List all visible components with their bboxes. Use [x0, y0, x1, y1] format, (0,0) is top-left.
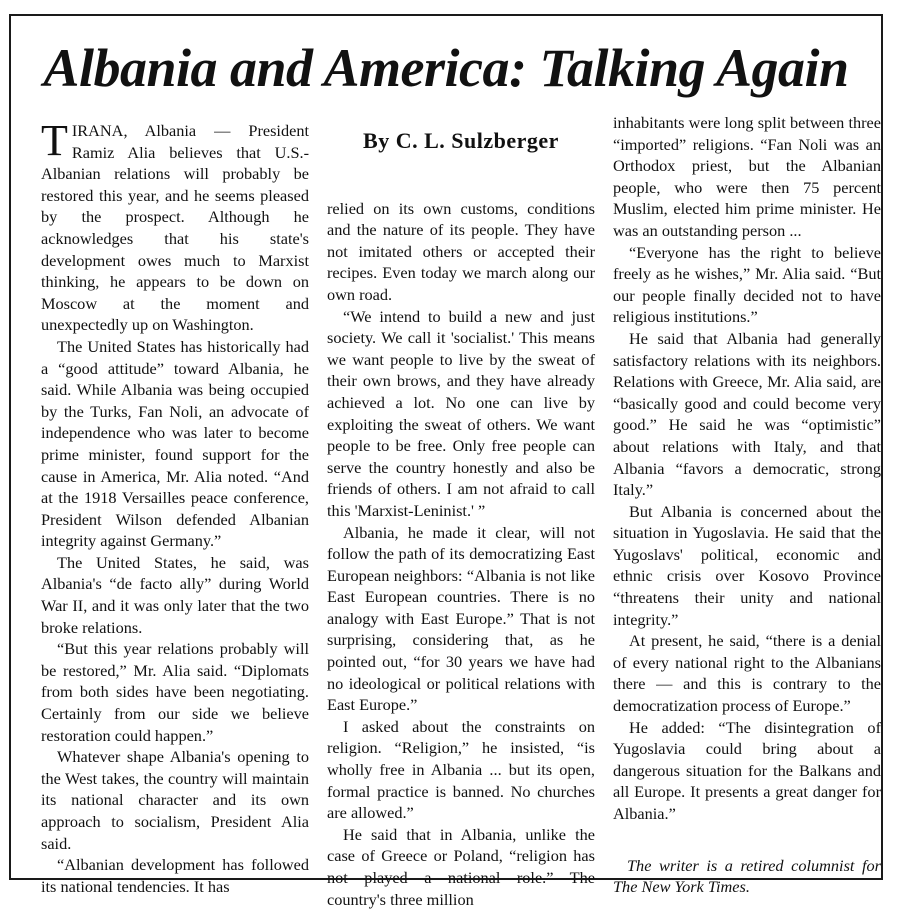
- paragraph: At present, he said, “there is a denial of every national right to the Albanians there — and this is contrary to the democratization process of Europe.”: [613, 631, 881, 716]
- article-frame: [9, 14, 883, 909]
- writer-signoff: The writer is a retired columnist for The New York Times.: [613, 855, 881, 897]
- paragraph: inhabitants were long split between three “imported” religions. “Fan Noli was an Orthodox priest, but the Albanian people, who were then 75 percent Muslim, elected him prime minister. He was an outstanding person ...: [613, 113, 881, 240]
- column-2: [327, 120, 595, 910]
- paragraph: Albania, he made it clear, will not follow the path of its democratizing East European neighbors: “Albania is not like East European countries. There is no analogy with East Europe.” That is not surprising, considering that, as he pointed out, “for 30 years we have had no ideological or political relations with East Europe.”: [327, 522, 595, 715]
- paragraph: The United States has historically had a “good attitude” toward Albania, he said. While Albania was being occupied by the Turks, Fan Noli, an advocate of independence who was later to become prime minister, found support for the cause in America, Mr. Alia noted. “And at the 1918 Versailles peace conference, President Wilson defended Albanian integrity against Germany.”: [41, 336, 309, 551]
- paragraph: He said that in Albania, unlike the case of Greece or Poland, “religion has not played a national role.” The country's three million: [327, 824, 595, 909]
- headline: Albania and America: Talking Again: [43, 38, 849, 98]
- paragraph: Whatever shape Albania's opening to the West takes, the country will maintain its national character and its own approach to socialism, President Alia said.: [41, 747, 309, 853]
- paragraph: He said that Albania had generally satisfactory relations with its neighbors. Relations with Greece, Mr. Alia said, are “basically good and could become very good.” He said he was “optimistic” about relations with Italy, and that Albania “favors a democratic, strong Italy.”: [613, 328, 881, 500]
- column-3: [613, 112, 881, 898]
- byline: By C. L. Sulzberger: [363, 128, 559, 153]
- paragraph: “We intend to build a new and just society. We call it 'socialist.' This means we want people to live by the sweat of their own brows, and they have already achieved a lot. No one can live by exploiting the sweat of others. We want people to be free. Only free people can serve the country honestly and also be friends of others. I am not afraid to call this 'Marxist-Leninist.' ”: [327, 306, 595, 520]
- paragraph: “Everyone has the right to believe freely as he wishes,” Mr. Alia said. “But our people finally decided not to have religious institutions.”: [613, 242, 881, 327]
- paragraph: “Albanian development has followed its national tendencies. It has: [41, 855, 309, 896]
- drop-cap: T: [41, 116, 68, 165]
- paragraph: I asked about the constraints on religion. “Religion,” he insisted, “is wholly free in Albania ... but its open, formal practice is banned. No churches are allowed.”: [327, 716, 595, 823]
- column-1: [41, 116, 309, 897]
- paragraph: But Albania is concerned about the situation in Yugoslavia. He said that the Yugoslavs' political, economic and ethnic crisis over Kosovo Province “threatens their unity and national integrity.”: [613, 501, 881, 629]
- paragraph: TIRANA, Albania — President Ramiz Alia believes that U.S.-Albanian relations will probably be restored this year, and he seems pleased by the prospect. Although he acknowledges that his state's development owes much to Marxist thinking, he appears to be down on Moscow at the moment and unexpectedly up on Washington.: [41, 116, 309, 335]
- paragraph: relied on its own customs, conditions and the nature of its people. They have not imitated others or accepted their recipes. Even today we march along our own road.: [327, 198, 595, 304]
- paragraph: He added: “The disintegration of Yugoslavia could bring about a dangerous situation for the Balkans and all Europe. It presents a great danger for Albania.”: [613, 717, 881, 823]
- paragraph: The United States, he said, was Albania's “de facto ally” during World War II, and it was only later that the two broke relations.: [41, 552, 309, 637]
- paragraph: “But this year relations probably will be restored,” Mr. Alia said. “Diplomats from both sides have been negotiating. Certainly from our side we believe restoration could happen.”: [41, 639, 309, 745]
